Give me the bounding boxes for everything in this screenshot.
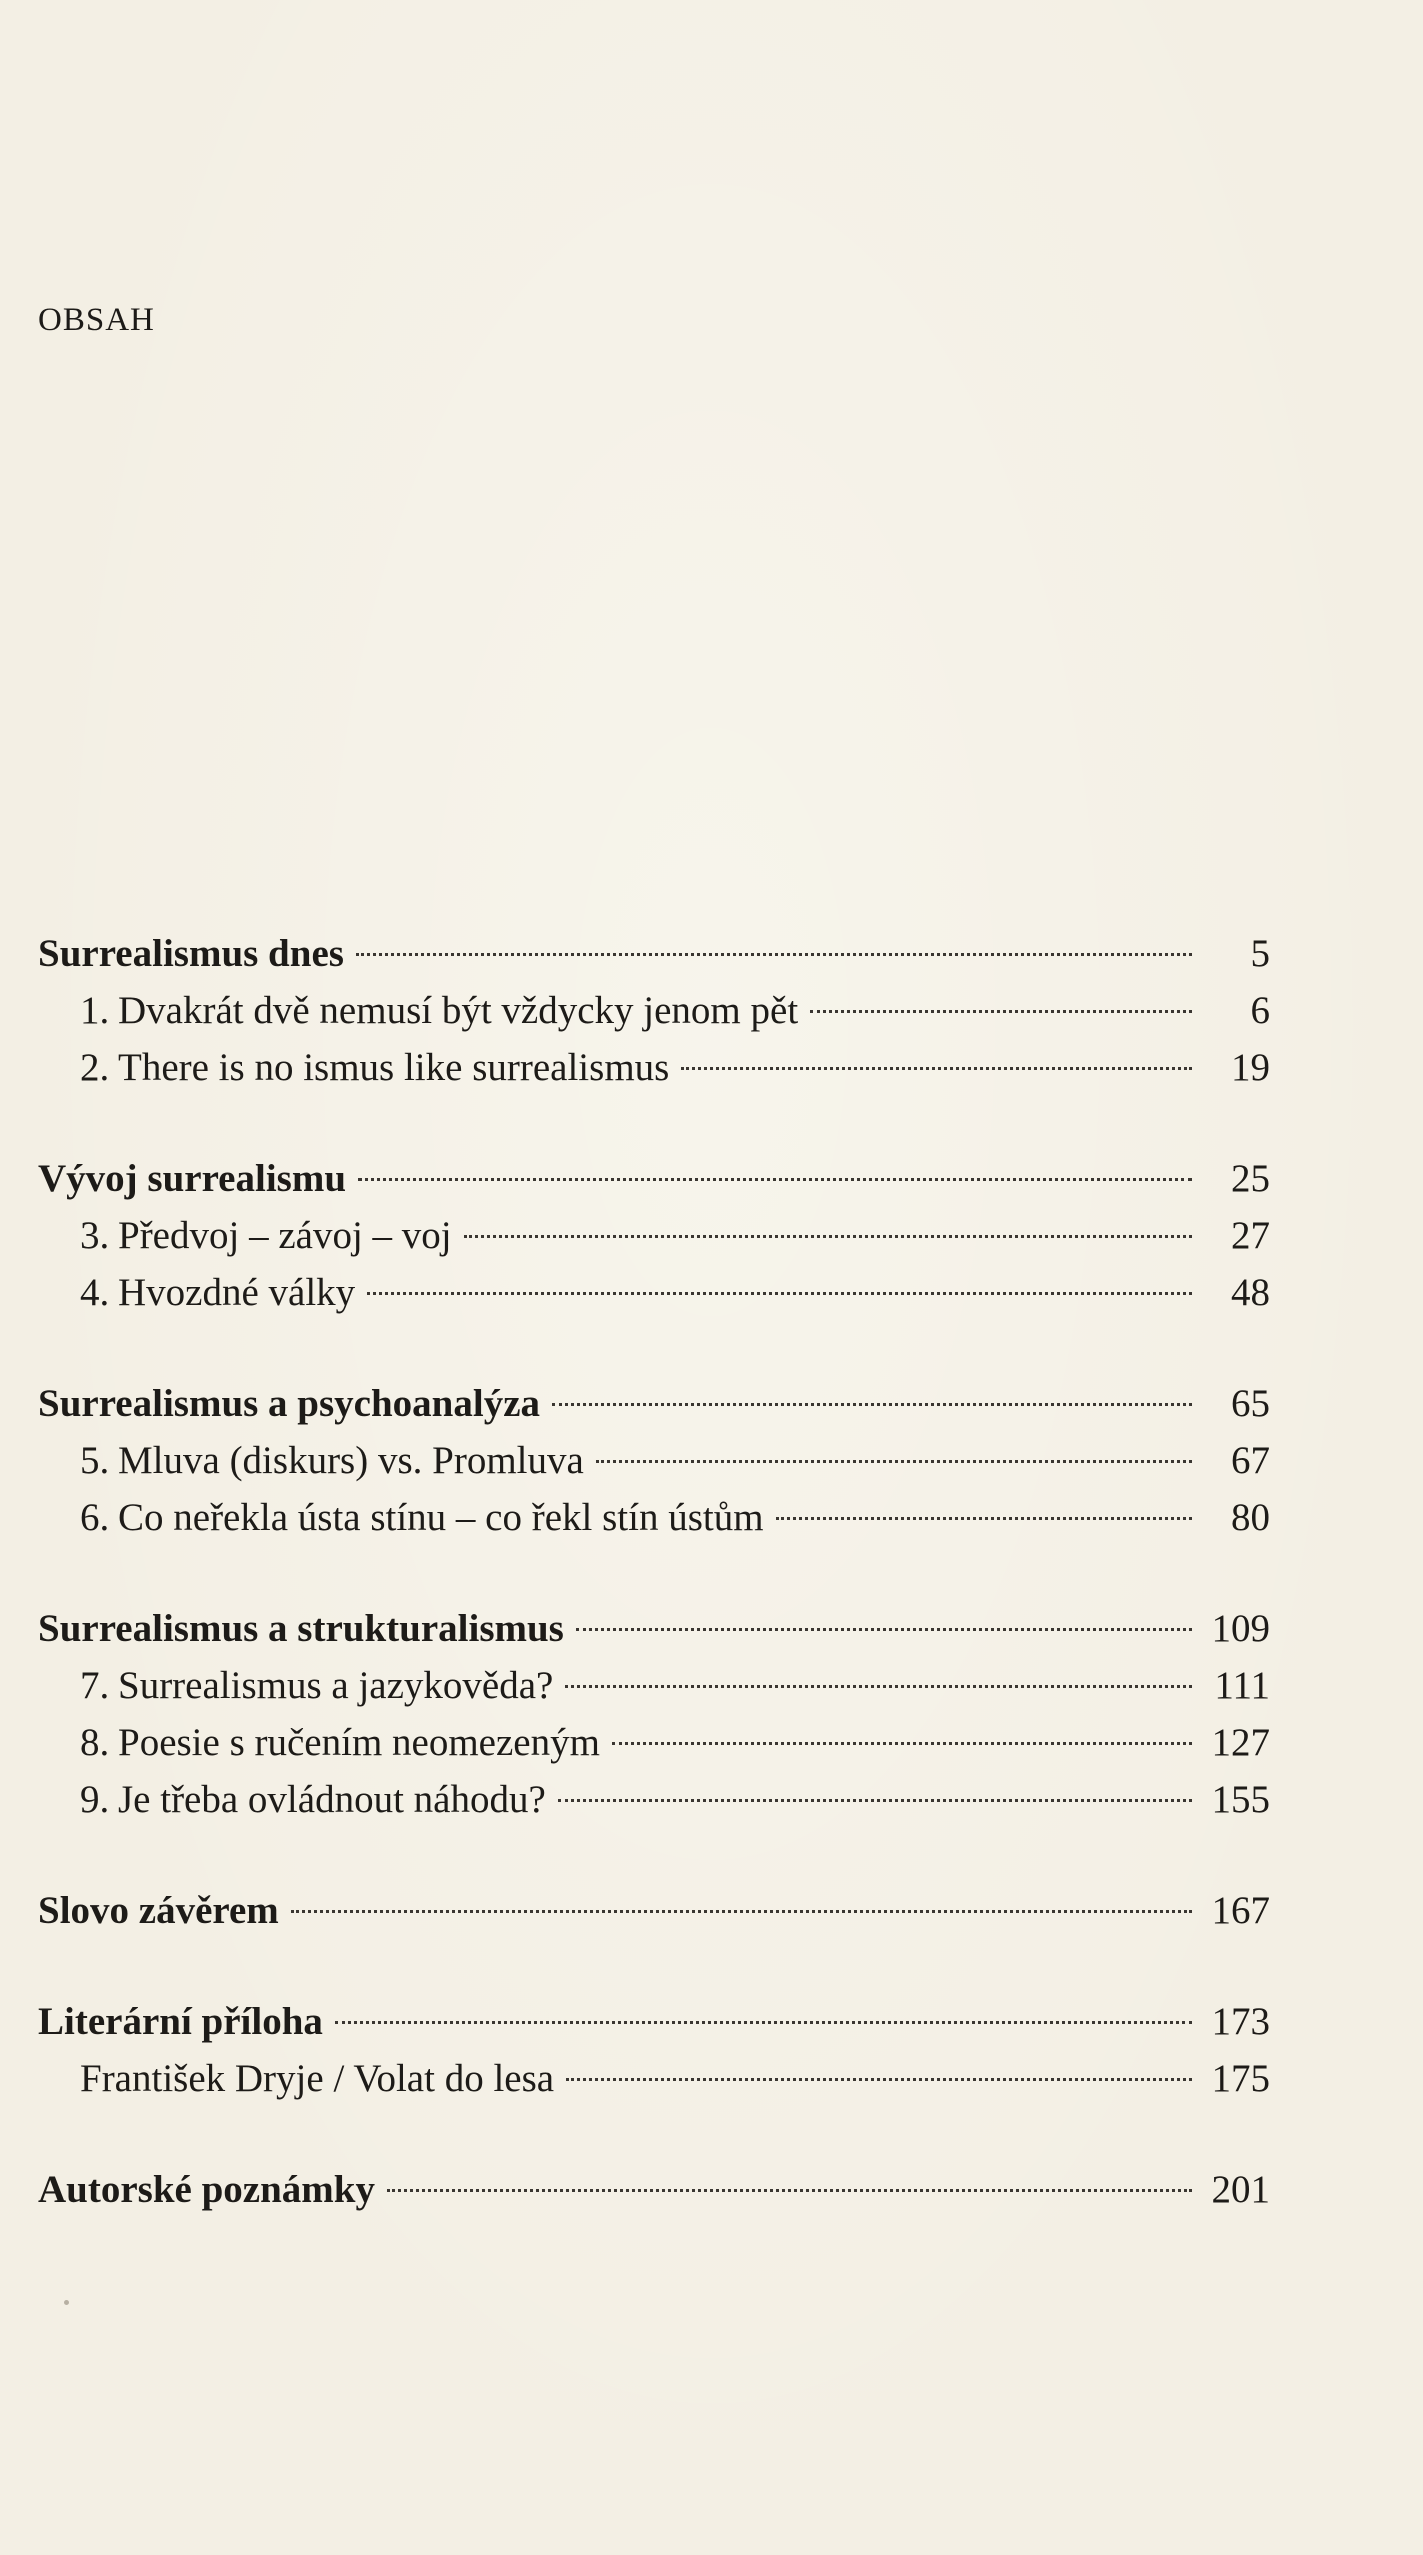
entry-title-text: Surrealismus a strukturalismus xyxy=(38,1607,564,1650)
entry-title xyxy=(38,1993,323,2050)
table-of-contents xyxy=(38,925,1270,2218)
entry-title xyxy=(38,1714,600,1771)
chapter-number: 7. xyxy=(80,1664,110,1707)
entry-title-text: František Dryje / Volat do lesa xyxy=(80,2057,555,2100)
entry-title xyxy=(38,1150,346,1207)
page-number: 25 xyxy=(1231,1157,1270,1200)
entry-title xyxy=(38,1489,764,1546)
toc-section-entry[interactable] xyxy=(38,1150,1270,1207)
entry-title xyxy=(38,1771,546,1828)
toc-chapter-entry[interactable] xyxy=(38,2050,1270,2107)
entry-title-text: There is no ismus like surrealismus xyxy=(118,1046,670,1089)
page-number: 109 xyxy=(1211,1607,1270,1650)
dot-leader xyxy=(565,1685,1192,1688)
entry-title-text: Mluva (diskurs) vs. Promluva xyxy=(118,1439,584,1482)
toc-chapter-entry[interactable] xyxy=(38,1039,1270,1096)
entry-title xyxy=(38,925,344,982)
toc-section-entry[interactable] xyxy=(38,925,1270,982)
dot-leader xyxy=(464,1235,1192,1238)
entry-title xyxy=(38,2161,375,2218)
chapter-number: 6. xyxy=(80,1496,110,1539)
toc-section-entry[interactable] xyxy=(38,1993,1270,2050)
entry-title xyxy=(38,1207,452,1264)
entry-title-text: Co neřekla ústa stínu – co řekl stín ústům xyxy=(118,1496,764,1539)
chapter-number: 4. xyxy=(80,1271,110,1314)
group-spacer xyxy=(38,2107,1270,2161)
dot-leader xyxy=(681,1067,1192,1070)
page-number: 65 xyxy=(1231,1382,1270,1425)
group-spacer xyxy=(38,1546,1270,1600)
toc-chapter-entry[interactable] xyxy=(38,1432,1270,1489)
dot-leader xyxy=(558,1799,1192,1802)
dot-leader xyxy=(367,1292,1192,1295)
entry-title-text: Dvakrát dvě nemusí být vždycky jenom pět xyxy=(118,989,799,1032)
entry-title-text: Je třeba ovládnout náhodu? xyxy=(118,1778,546,1821)
entry-title-text: Poesie s ručením neomezeným xyxy=(118,1721,600,1764)
chapter-number: 3. xyxy=(80,1214,110,1257)
page-number: 201 xyxy=(1211,2168,1270,2211)
dot-leader xyxy=(810,1010,1192,1013)
dot-leader xyxy=(612,1742,1192,1745)
toc-chapter-entry[interactable] xyxy=(38,1714,1270,1771)
entry-title xyxy=(38,1882,279,1939)
entry-title xyxy=(38,1657,553,1714)
chapter-number: 1. xyxy=(80,989,110,1032)
page-number: 67 xyxy=(1231,1439,1270,1482)
toc-chapter-entry[interactable] xyxy=(38,1207,1270,1264)
toc-section-entry[interactable] xyxy=(38,1882,1270,1939)
entry-title-text: Vývoj surrealismu xyxy=(38,1157,347,1200)
group-spacer xyxy=(38,1828,1270,1882)
toc-chapter-entry[interactable] xyxy=(38,982,1270,1039)
dot-leader xyxy=(335,2021,1192,2024)
page-number: 175 xyxy=(1211,2057,1270,2100)
toc-chapter-entry[interactable] xyxy=(38,1489,1270,1546)
chapter-number: 2. xyxy=(80,1046,110,1089)
toc-chapter-entry[interactable] xyxy=(38,1264,1270,1321)
dot-leader xyxy=(387,2189,1192,2192)
page-number: 111 xyxy=(1214,1664,1270,1707)
group-spacer xyxy=(38,1096,1270,1150)
page-number: 19 xyxy=(1231,1046,1270,1089)
entry-title xyxy=(38,1039,669,1096)
dot-leader xyxy=(596,1460,1192,1463)
entry-title-text: Surrealismus a jazykověda? xyxy=(118,1664,554,1707)
entry-title xyxy=(38,1264,355,1321)
toc-section-entry[interactable] xyxy=(38,1375,1270,1432)
entry-title-text: Předvoj – závoj – voj xyxy=(118,1214,452,1257)
chapter-number: 8. xyxy=(80,1721,110,1764)
entry-title xyxy=(38,1375,540,1432)
entry-title-text: Surrealismus dnes xyxy=(38,932,344,975)
toc-chapter-entry[interactable] xyxy=(38,1771,1270,1828)
toc-section-entry[interactable] xyxy=(38,2161,1270,2218)
entry-title xyxy=(38,2050,554,2107)
chapter-number: 9. xyxy=(80,1778,110,1821)
page-number: 27 xyxy=(1231,1214,1270,1257)
entry-title-text: Literární příloha xyxy=(38,2000,323,2043)
dot-leader xyxy=(576,1628,1192,1631)
group-spacer xyxy=(38,1321,1270,1375)
page-number: 5 xyxy=(1250,932,1270,975)
dot-leader xyxy=(358,1178,1192,1181)
entry-title xyxy=(38,982,798,1039)
page-number: 155 xyxy=(1211,1778,1270,1821)
entry-title-text: Autorské poznámky xyxy=(38,2168,375,2211)
group-spacer xyxy=(38,1939,1270,1993)
entry-title-text: Hvozdné války xyxy=(118,1271,356,1314)
page-number: 127 xyxy=(1211,1721,1270,1764)
dot-leader xyxy=(776,1517,1192,1520)
dot-leader xyxy=(291,1910,1192,1913)
dot-leader xyxy=(356,953,1192,956)
toc-chapter-entry[interactable] xyxy=(38,1657,1270,1714)
page-number: 48 xyxy=(1231,1271,1270,1314)
page-number: 6 xyxy=(1250,989,1270,1032)
dot-leader xyxy=(566,2078,1192,2081)
page-number: 173 xyxy=(1211,2000,1270,2043)
entry-title-text: Slovo závěrem xyxy=(38,1889,279,1932)
entry-title xyxy=(38,1432,584,1489)
page-number: 167 xyxy=(1211,1889,1270,1932)
page-title: OBSAH xyxy=(38,302,155,338)
chapter-number: 5. xyxy=(80,1439,110,1482)
entry-title xyxy=(38,1600,564,1657)
page-number: 80 xyxy=(1231,1496,1270,1539)
paper-speck xyxy=(64,2300,69,2305)
entry-title-text: Surrealismus a psychoanalýza xyxy=(38,1382,541,1425)
dot-leader xyxy=(552,1403,1192,1406)
toc-section-entry[interactable] xyxy=(38,1600,1270,1657)
